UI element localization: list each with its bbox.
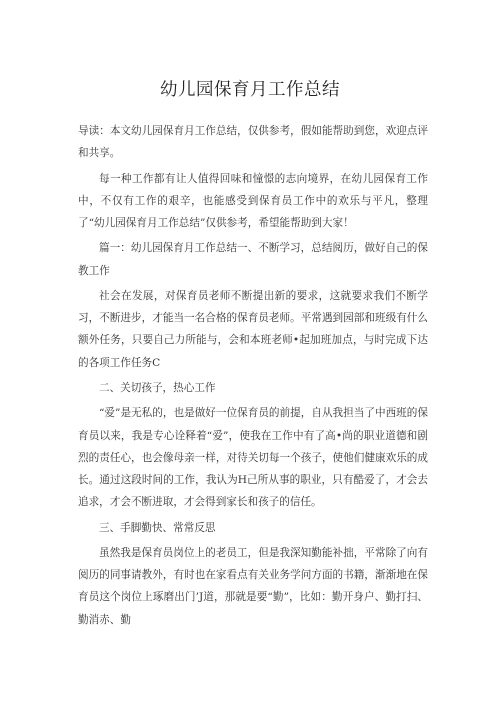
body-paragraph: 虽然我是保育员岗位上的老员工，但是我深知勤能补拙，平常除了向有阅历的同事请教外，有时也在家看点有关业务学问方面的书籍，渐渐地在保育员这个岗位上琢磨出门’J道，那就是要“勤”，比如：勤开身户、勤打扫、勤消赤、勤 bbox=[78, 546, 428, 626]
document-body bbox=[78, 120, 428, 634]
intro-paragraph: 每一种工作都有让人值得回味和憧憬的志向境界，在幼儿园保育工作中，不仅有工作的艰辛，也能感受到保育员工作中的欢乐与平凡，整理了“幼儿园保育月工作总结”仅供参考，希望能帮助到大家！ bbox=[78, 172, 428, 229]
document-title: 幼儿园保育月工作总结 bbox=[160, 80, 340, 100]
body-paragraph: “爱”是无私的，也是做好一位保育员的前提，自从我担当了中西班的保育员以来，我是专心诠释着“爱”，使我在工作中有了高•尚的职业道德和剧烈的责任心，也会像母亲一样，对待关切每一个孩子，使他们健康欢乐的成长。通过这段时间的工作，我认为H己所从事的职业，只有酷爱了，才会去追求，才会不断进取，才会得到家长和孩子的信任。 bbox=[78, 407, 428, 509]
section-one-heading: 篇一：幼儿园保育月工作总结一、不断学习，总结阅历，做好自己的保教工作 bbox=[78, 242, 428, 277]
body-paragraph: 社会在发展，对保育员老师不断提出新的要求，这就要求我们不断学习，不断进步，才能当一名合格的保育员老师。平常遇到园部和班级有什么额外任务，只要自己力所能与，会和本班老师•起加班加点，与时完成下达的各项工作任务C bbox=[78, 289, 428, 369]
lead-paragraph: 导读：本文幼儿园保育月工作总结，仅供参考，假如能帮助到您，欢迎点评和共享。 bbox=[78, 125, 428, 160]
section-two-heading: 二、关切孩子，热心工作 bbox=[99, 381, 216, 394]
section-three-heading: 三、手脚勤快、常常反思 bbox=[99, 521, 216, 534]
